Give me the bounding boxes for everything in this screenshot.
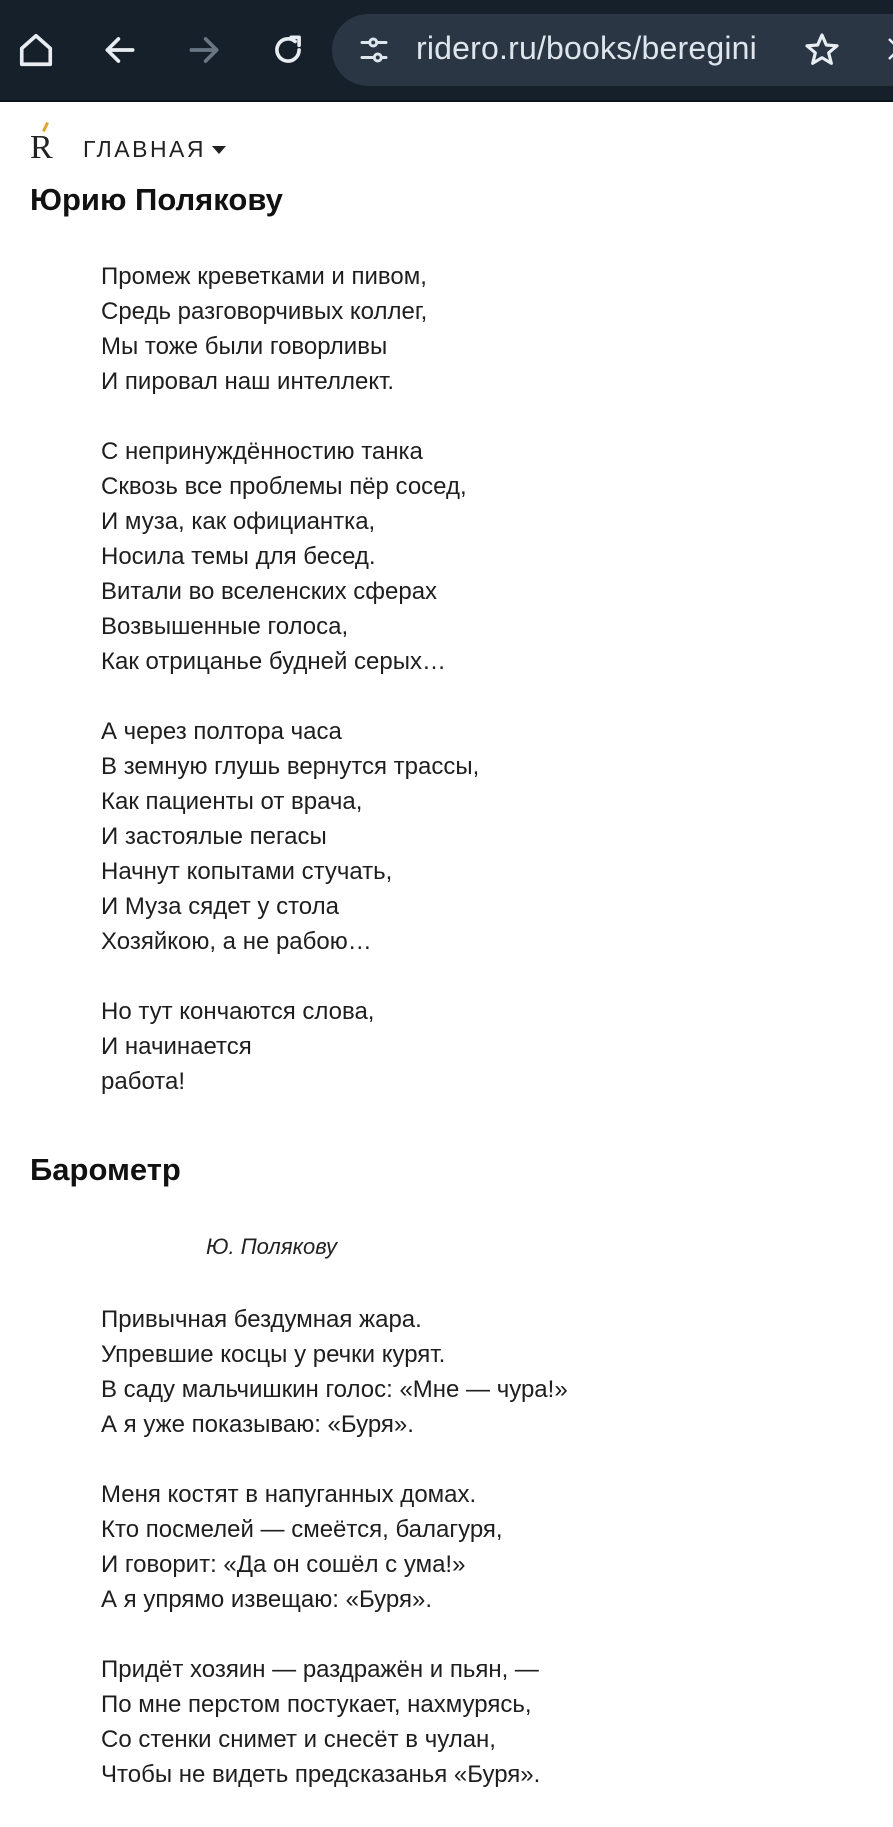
nav-main-menu[interactable] (83, 136, 226, 163)
bookmark-star-icon[interactable] (802, 30, 842, 70)
poem-title: Барометр (30, 1152, 181, 1187)
poem-line: И начинается (101, 1033, 252, 1060)
site-settings-icon[interactable] (356, 32, 392, 68)
poem-line: Придёт хозяин — раздражён и пьян, — (101, 1656, 539, 1683)
poem-line: И муза, как официантка, (101, 508, 376, 535)
stanza (101, 1302, 861, 1442)
poem-line: Промеж креветками и пивом, (101, 263, 427, 290)
poem-title: Юрию Полякову (30, 182, 283, 217)
ridero-logo[interactable]: R (30, 129, 53, 166)
poem-line: Сквозь все проблемы пёр сосед, (101, 473, 467, 500)
poem-line: По мне перстом постукает, нахмурясь, (101, 1691, 532, 1718)
poem-line: Меня костят в напуганных домах. (101, 1481, 477, 1508)
stanza (101, 1652, 861, 1792)
back-icon (101, 31, 139, 69)
chevron-down-icon[interactable] (212, 146, 226, 154)
poem-line: Мы тоже были говорливы (101, 333, 388, 360)
poem-line: Чтобы не видеть предсказанья «Буря». (101, 1761, 541, 1788)
poem-line: Носила темы для бесед. (101, 543, 376, 570)
poem-line: Витали во вселенских сферах (101, 578, 438, 605)
address-bar[interactable] (332, 14, 893, 86)
poem-line: Возвышенные голоса, (101, 613, 349, 640)
poem-line: Как пациенты от врача, (101, 788, 363, 815)
reload-icon (269, 31, 307, 69)
poem-line: Упревшие косцы у речки курят. (101, 1341, 446, 1368)
poem-line: Хозяйкою, а не рабою… (101, 928, 372, 955)
poem-line: Начнут копытами стучать, (101, 858, 393, 885)
poem-line: Кто посмелей — смеётся, балагуря, (101, 1516, 503, 1543)
home-icon (17, 31, 55, 69)
back-button[interactable] (92, 22, 148, 78)
poem-line: В земную глушь вернутся трассы, (101, 753, 480, 780)
stanza (101, 434, 861, 679)
poem-line: И застоялые пегасы (101, 823, 327, 850)
poem-epigraph: Ю. Полякову (206, 1234, 337, 1259)
poem-line: И Муза сядет у стола (101, 893, 339, 920)
forward-icon (185, 31, 223, 69)
nav-main-label[interactable]: ГЛАВНАЯ (83, 136, 206, 162)
poem-line: А через полтора часа (101, 718, 342, 745)
stanza (101, 714, 861, 959)
poem-line: В саду мальчишкин голос: «Мне — чура!» (101, 1376, 568, 1403)
browser-toolbar (0, 0, 893, 100)
poem-line: Привычная бездумная жара. (101, 1306, 422, 1333)
poem-line: А я уже показываю: «Буря». (101, 1411, 414, 1438)
stanza (101, 994, 861, 1099)
reload-button[interactable] (260, 22, 316, 78)
site-header (30, 126, 870, 170)
poem-line: работа! (101, 1068, 185, 1095)
poem-line: С непринуждённостию танка (101, 438, 423, 465)
stanza (101, 259, 861, 399)
poem-line: И пировал наш интеллект. (101, 368, 395, 395)
poem-line: И говорит: «Да он сошёл с ума!» (101, 1551, 466, 1578)
poem-line: Со стенки снимет и снесёт в чулан, (101, 1726, 496, 1753)
forward-button[interactable] (176, 22, 232, 78)
home-button[interactable] (8, 22, 64, 78)
stanza (101, 1477, 861, 1617)
poem-line: Но тут кончаются слова, (101, 998, 375, 1025)
poem-line: Средь разговорчивых коллег, (101, 298, 428, 325)
poem-body (101, 1302, 861, 1827)
menu-overflow-icon[interactable] (884, 34, 893, 64)
url-text[interactable]: ridero.ru/books/beregini (416, 30, 757, 66)
poem-line: Как отрицанье будней серых… (101, 648, 446, 675)
poem-body (101, 259, 861, 1134)
poem-line: А я упрямо извещаю: «Буря». (101, 1586, 432, 1613)
